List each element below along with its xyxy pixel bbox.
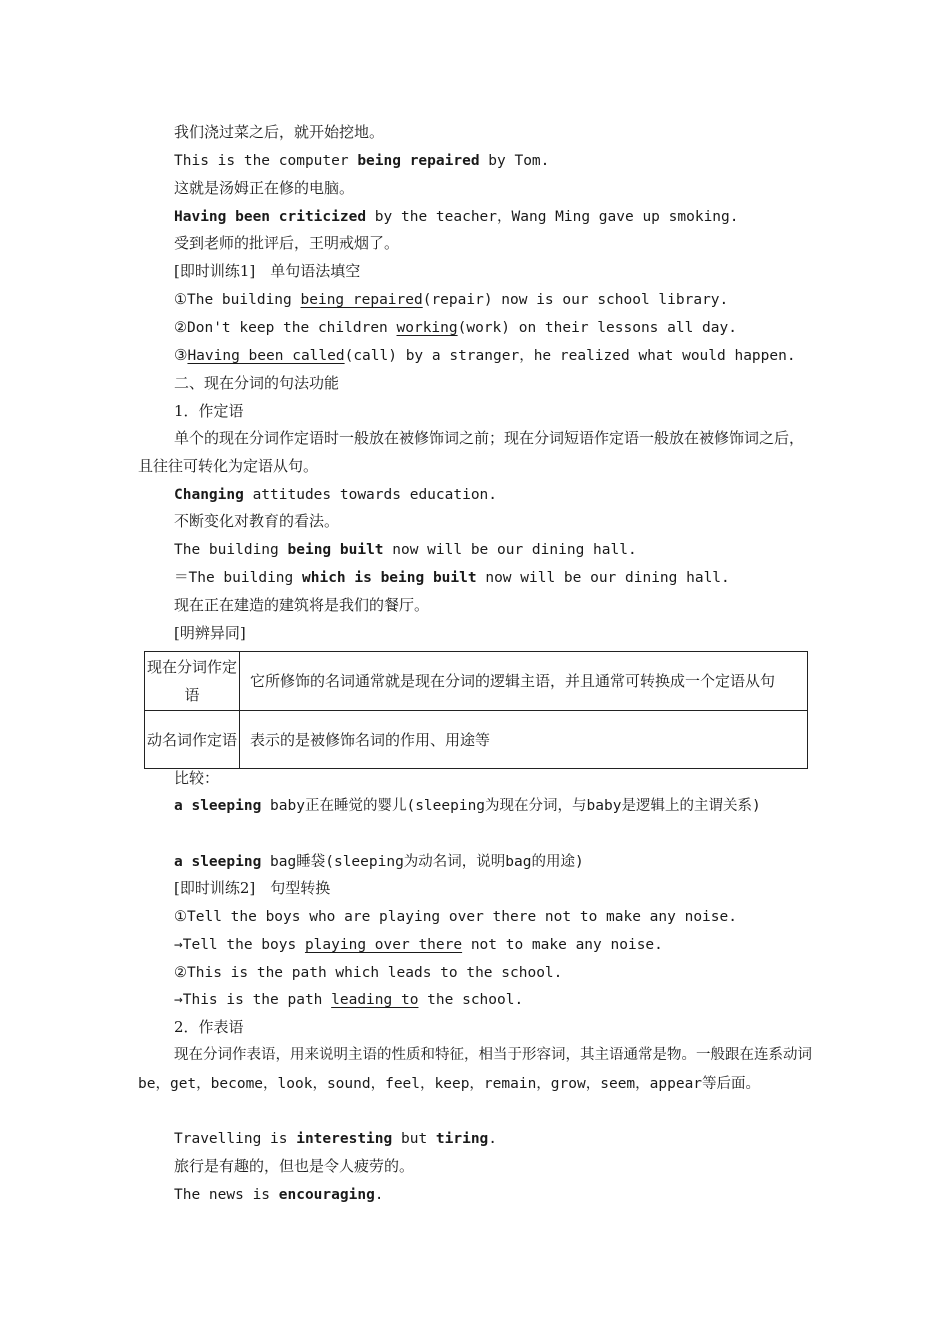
bold-phrase: Changing [174,487,244,503]
bold-phrase: Having been criticized [174,209,367,225]
exercise-item [174,906,737,927]
text-span: . [374,1187,384,1203]
text-span: the school. [418,992,524,1008]
text-span: ②This is the path which leads to the school. [174,965,563,981]
answer-blank: being repaired [300,292,423,308]
exercise-heading: [即时训练2] 句型转换 [174,879,331,897]
text-span: Travelling is [174,1131,297,1147]
text-span: 现在分词作表语，用来说明主语的性质和特征，相当于形容词，其主语通常是物。一般跟在连系动词be，get，become，look，sound，feel，keep，remain，grow，seem，appear等后面。 [138,1047,812,1092]
example-sentence [174,851,584,872]
exercise-item [174,345,796,366]
compare-heading: [明辨异同] [174,624,246,642]
comparison-table [144,651,808,769]
answer-blank: leading to [331,992,419,1008]
exercise-item [174,962,562,983]
chinese-line: 现在正在建造的建筑将是我们的餐厅。 [174,596,430,614]
chinese-line: 不断变化对教育的看法。 [174,512,340,530]
bold-phrase: interesting [296,1131,393,1147]
text-span: by Tom. [479,153,550,169]
text-span: ①The building [174,292,301,308]
text-span: . [488,1131,498,1147]
exercise-heading: [即时训练1] 单句语法填空 [174,262,361,280]
answer-blank: playing over there [304,937,463,953]
text-span: now will be our dining hall. [383,542,637,558]
text-span: attitudes towards education. [243,487,498,503]
bold-phrase: which is being built [302,570,477,586]
text-span: ①Tell the boys who are playing over there not to make any noise. [174,909,737,925]
compare-label: 比较： [174,769,220,787]
text-span: (work) on their lessons all day. [457,320,737,336]
table-cell-head: 现在分词作定语 [145,652,240,711]
example-sentence [174,1128,497,1149]
bold-phrase: being built [287,542,384,558]
text-span: ③ [174,346,188,364]
text-span: now will be our dining hall. [476,570,730,586]
example-sentence [174,539,637,560]
exercise-answer [174,934,663,955]
table-row [145,652,808,711]
text-span: by the teacher，Wang Ming gave up smoking. [366,209,739,225]
section-heading: 二、现在分词的句法功能 [174,374,340,392]
text-span: (repair) now is our school library. [422,292,729,308]
example-sentence [174,567,730,588]
answer-blank: Having been called [187,348,345,364]
text-span: not to make any noise. [462,937,663,953]
text-span: →This is the path [174,992,332,1008]
example-sentence [174,150,549,171]
table-cell-head: 动名词作定语 [145,711,240,769]
table-cell-body: 表示的是被修饰名词的作用、用途等 [240,711,808,769]
text-span: but [392,1131,436,1147]
text-span: The building [174,542,288,558]
chinese-line: 旅行是有趣的，但也是令人疲劳的。 [174,1157,415,1175]
text-span: →Tell the boys [174,937,305,953]
subsection-heading: 1．作定语 [174,402,244,420]
chinese-line: 受到老师的批评后，王明戒烟了。 [174,234,400,252]
text-span: ②Don't keep the children [174,320,397,336]
text-span: (call) by a stranger，he realized what would happen. [344,348,796,364]
example-paragraph [138,791,818,820]
bold-phrase: a sleeping [174,798,262,814]
chinese-line: 这就是汤姆正在修的电脑。 [174,179,355,197]
subsection-heading: 2．作表语 [174,1018,244,1036]
example-sentence [174,484,497,505]
table-cell-body: 它所修饰的名词通常就是现在分词的逻辑主语，并且通常可转换成一个定语从句 [240,652,808,711]
text-span: ＝The building [174,570,302,586]
text-span: The news is [174,1187,279,1203]
text-span: This is the computer [174,153,358,169]
answer-blank: working [396,320,458,336]
exercise-item [174,289,728,310]
bold-phrase: tiring [435,1131,489,1147]
explanation-paragraph [138,1040,818,1098]
text-span: bag睡袋(sleeping为动名词，说明bag的用途) [261,854,584,870]
text-span: baby正在睡觉的婴儿(sleeping为现在分词，与baby是逻辑上的主谓关系) [261,798,761,814]
table-row [145,711,808,769]
bold-phrase: a sleeping [174,854,262,870]
example-sentence [174,1184,384,1205]
chinese-line: 我们浇过菜之后，就开始挖地。 [174,123,385,141]
bold-phrase: being repaired [357,153,480,169]
exercise-answer [174,989,523,1010]
explanation-paragraph: 单个的现在分词作定语时一般放在被修饰词之前；现在分词短语作定语一般放在被修饰词之后，且往往可转化为定语从句。 [138,429,805,475]
exercise-item [174,317,737,338]
bold-phrase: encouraging [278,1187,375,1203]
example-sentence [174,206,738,227]
